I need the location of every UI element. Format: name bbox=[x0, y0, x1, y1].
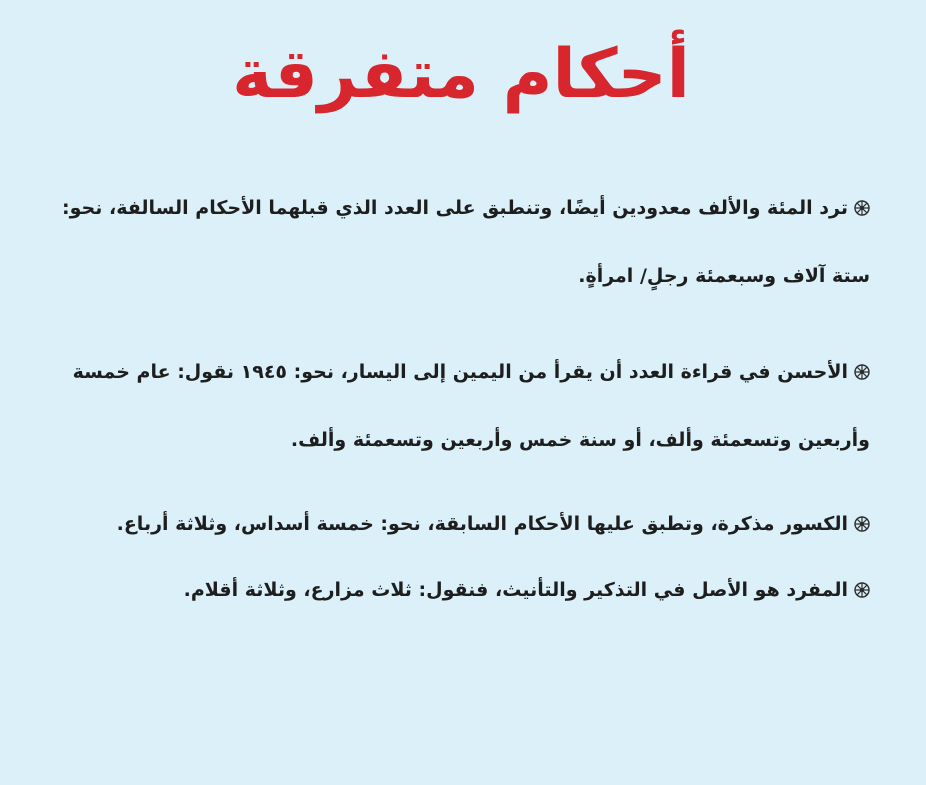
rules-list bbox=[52, 174, 870, 634]
flower-bullet-icon bbox=[854, 364, 870, 380]
rule-item bbox=[52, 174, 870, 310]
flower-bullet-icon bbox=[854, 200, 870, 216]
rule-item bbox=[52, 338, 870, 474]
rule-item bbox=[52, 502, 870, 546]
rule-text: الأحسن في قراءة العدد أن يقرأ من اليمين إلى اليسار، نحو: ١٩٤٥ نقول: عام خمسة وأربعين وتسعمئة وألف، أو سنة خمس وأربعين وتسعمئة وألف. bbox=[72, 361, 870, 451]
flower-bullet-icon bbox=[854, 582, 870, 598]
rule-item bbox=[52, 568, 870, 612]
rule-text: ترد المئة والألف معدودين أيضًا، وتنطبق على العدد الذي قبلهما الأحكام السالفة، نحو: ستة آلاف وسبعمئة رجلٍ/ امرأةٍ. bbox=[62, 197, 870, 287]
page-title: أحكام متفرقة bbox=[232, 35, 690, 114]
rule-text: المفرد هو الأصل في التذكير والتأنيث، فنقول: ثلاث مزارع، وثلاثة أقلام. bbox=[183, 579, 848, 601]
rule-text: الكسور مذكرة، وتطبق عليها الأحكام السابقة، نحو: خمسة أسداس، وثلاثة أرباع. bbox=[116, 513, 848, 535]
flower-bullet-icon bbox=[854, 516, 870, 532]
